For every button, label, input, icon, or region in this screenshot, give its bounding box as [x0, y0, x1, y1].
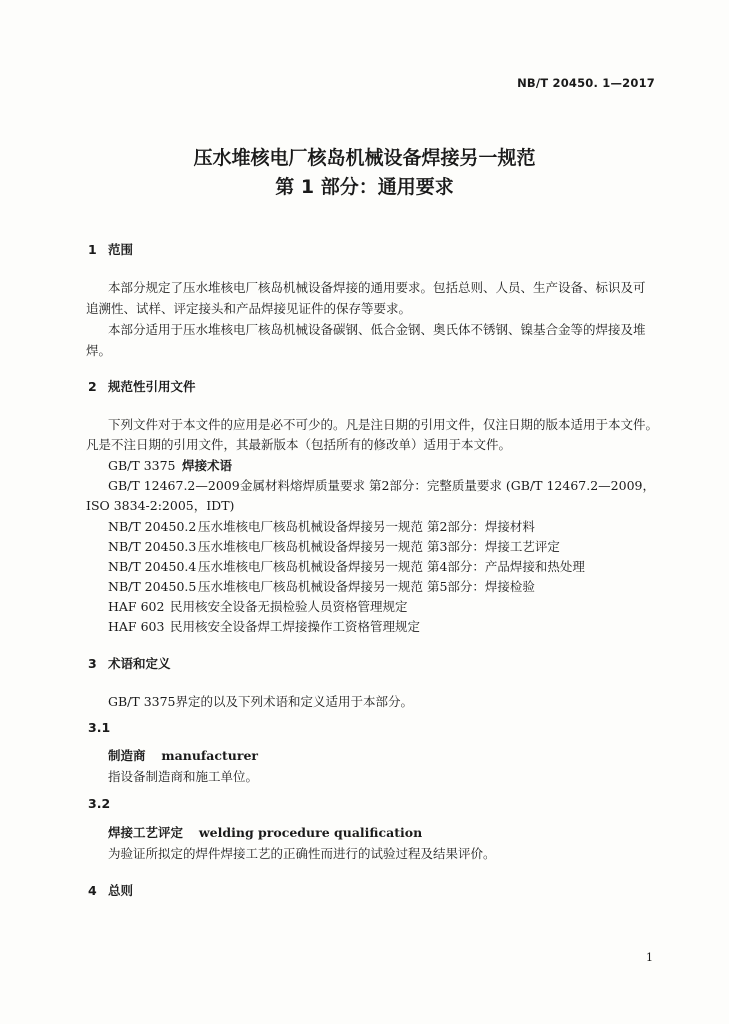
scope-paragraph-2-line-2: 焊。 [86, 343, 112, 358]
reference-item [108, 597, 408, 615]
reference-item [108, 456, 232, 474]
term-english: manufacturer [161, 748, 258, 763]
section-title: 术语和定义 [108, 656, 171, 671]
reference-code: GB/T 12467.2—2009 [108, 478, 240, 493]
term-heading [108, 823, 422, 841]
section-number: 1 [88, 242, 97, 257]
section-number: 3 [88, 656, 97, 671]
reference-title: 压水堆核电厂核岛机械设备焊接另一规范 第3部分：焊接工艺评定 [198, 539, 560, 554]
reference-item [108, 617, 420, 635]
page-number: 1 [646, 951, 653, 964]
section-title: 范围 [108, 242, 134, 257]
section-3-heading [88, 654, 171, 672]
scope-paragraph-2-line-1: 本部分适用于压水堆核电厂核岛机械设备碳钢、低合金钢、奥氏体不锈钢、镍基合金等的焊接及堆 [108, 322, 646, 337]
scope-paragraph-1-line-1: 本部分规定了压水堆核电厂核岛机械设备焊接的通用要求。包括总则、人员、生产设备、标识及可 [108, 280, 646, 295]
term-chinese: 制造商 [108, 748, 146, 763]
reference-continuation: ISO 3834-2:2005，IDT) [86, 498, 235, 513]
reference-code: HAF 603 [108, 619, 165, 634]
reference-title: 压水堆核电厂核岛机械设备焊接另一规范 第5部分：焊接检验 [198, 579, 535, 594]
reference-item [108, 537, 560, 555]
reference-code: GB/T 3375 [108, 458, 176, 473]
reference-title: 压水堆核电厂核岛机械设备焊接另一规范 第2部分：焊接材料 [198, 519, 535, 534]
reference-title: 民用核安全设备无损检验人员资格管理规定 [170, 599, 408, 614]
reference-item [108, 557, 585, 575]
section-title: 总则 [108, 883, 134, 898]
reference-code: HAF 602 [108, 599, 165, 614]
normative-intro-line-2: 凡是不注日期的引用文件，其最新版本（包括所有的修改单）适用于本文件。 [86, 437, 512, 452]
section-number: 2 [88, 379, 97, 394]
term-chinese: 焊接工艺评定 [108, 825, 184, 840]
reference-code: NB/T 20450.3 [108, 539, 197, 554]
term-definition: 为验证所拟定的焊件焊接工艺的正确性而进行的试验过程及结果评价。 [108, 846, 496, 861]
reference-item [108, 577, 535, 595]
reference-item [108, 517, 535, 535]
standard-code: NB/T 20450. 1—2017 [517, 76, 655, 90]
term-english: welding procedure qualification [198, 825, 423, 840]
reference-code: NB/T 20450.5 [108, 579, 197, 594]
term-number: 3.2 [88, 796, 111, 811]
terms-intro: GB/T 3375界定的以及下列术语和定义适用于本部分。 [108, 694, 414, 709]
reference-title: 金属材料熔焊质量要求 第2部分：完整质量要求 (GB/T 12467.2—2009， [240, 478, 655, 493]
scope-paragraph-1-line-2: 追溯性、试样、评定接头和产品焊接见证件的保存等要求。 [86, 301, 412, 316]
section-4-heading [88, 881, 133, 899]
reference-item [108, 476, 655, 494]
section-number: 4 [88, 883, 97, 898]
document-title: 压水堆核电厂核岛机械设备焊接另一规范 [193, 147, 536, 169]
reference-title: 焊接术语 [182, 458, 233, 473]
term-definition: 指设备制造商和施工单位。 [108, 769, 259, 784]
section-title: 规范性引用文件 [108, 379, 196, 394]
reference-title: 压水堆核电厂核岛机械设备焊接另一规范 第4部分：产品焊接和热处理 [198, 559, 585, 574]
section-2-heading [88, 377, 196, 395]
reference-code: NB/T 20450.4 [108, 559, 197, 574]
reference-code: NB/T 20450.2 [108, 519, 197, 534]
document-subtitle: 第 1 部分：通用要求 [275, 176, 454, 198]
term-heading [108, 746, 258, 764]
reference-title: 民用核安全设备焊工焊接操作工资格管理规定 [170, 619, 421, 634]
normative-intro-line-1: 下列文件对于本文件的应用是必不可少的。凡是注日期的引用文件，仅注日期的版本适用于本文件。 [108, 417, 659, 432]
section-1-heading [88, 240, 133, 258]
term-number: 3.1 [88, 720, 111, 735]
